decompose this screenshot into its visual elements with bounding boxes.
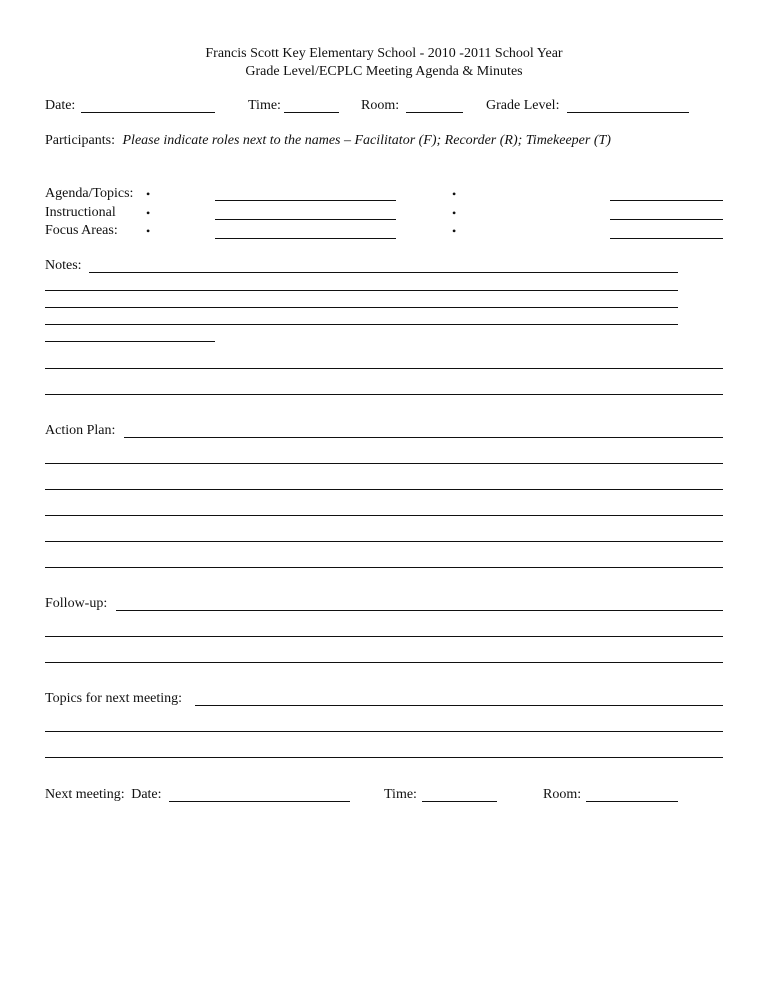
room-label: Room: [361, 98, 400, 113]
agenda-field-5[interactable] [610, 219, 723, 220]
next-meeting-time-field[interactable] [422, 801, 497, 802]
bullet-icon: • [452, 224, 457, 238]
next-topics-line[interactable] [45, 731, 723, 732]
action-plan-line[interactable] [45, 541, 723, 542]
date-field[interactable] [81, 112, 215, 113]
notes-line[interactable] [45, 290, 678, 291]
next-meeting-date-field[interactable] [169, 801, 350, 802]
action-plan-line[interactable] [45, 489, 723, 490]
action-plan-line[interactable] [45, 463, 723, 464]
notes-line[interactable] [45, 324, 678, 325]
notes-line[interactable] [45, 341, 215, 342]
action-plan-line[interactable] [124, 437, 723, 438]
grade-level-label: Grade Level: [486, 98, 560, 113]
form-subtitle: Grade Level/ECPLC Meeting Agenda & Minutes [245, 64, 523, 79]
agenda-field-1[interactable] [215, 200, 396, 201]
next-meeting-time-label: Time: [384, 787, 417, 802]
follow-up-line[interactable] [116, 610, 723, 611]
next-topics-line[interactable] [45, 757, 723, 758]
follow-up-label: Follow-up: [45, 596, 108, 611]
room-field[interactable] [406, 112, 463, 113]
participants-instructions: Please indicate roles next to the names – Facilitator (F); Recorder (R); Timekeeper (T) [122, 133, 611, 148]
action-plan-label: Action Plan: [45, 423, 116, 438]
grade-level-field[interactable] [567, 112, 689, 113]
time-label: Time: [248, 98, 281, 113]
agenda-field-6[interactable] [610, 238, 723, 239]
bullet-icon: • [146, 224, 151, 238]
action-plan-line[interactable] [45, 515, 723, 516]
notes-line[interactable] [45, 394, 723, 395]
date-label: Date: [45, 98, 76, 113]
agenda-field-3[interactable] [215, 238, 396, 239]
next-topics-label: Topics for next meeting: [45, 691, 183, 706]
participants-label: Participants: [45, 133, 115, 148]
focus-areas-label: Focus Areas: [45, 223, 118, 238]
time-field[interactable] [284, 112, 339, 113]
notes-label: Notes: [45, 258, 82, 273]
agenda-field-4[interactable] [610, 200, 723, 201]
agenda-topics-label: Agenda/Topics: [45, 186, 134, 201]
next-topics-line[interactable] [195, 705, 723, 706]
participants-row [45, 134, 611, 148]
bullet-icon: • [146, 187, 151, 201]
next-meeting-room-label: Room: [543, 787, 582, 802]
agenda-field-2[interactable] [215, 219, 396, 220]
bullet-icon: • [146, 206, 151, 220]
follow-up-line[interactable] [45, 662, 723, 663]
bullet-icon: • [452, 187, 457, 201]
instructional-label: Instructional [45, 205, 116, 220]
action-plan-line[interactable] [45, 567, 723, 568]
form-title: Francis Scott Key Elementary School - 2010 -2011 School Year [205, 46, 563, 61]
next-meeting-label: Next meeting: [45, 787, 125, 802]
next-meeting-date-label: Date: [131, 787, 162, 802]
bullet-icon: • [452, 206, 457, 220]
notes-line[interactable] [89, 272, 678, 273]
next-meeting-room-field[interactable] [586, 801, 678, 802]
follow-up-line[interactable] [45, 636, 723, 637]
next-meeting-row [45, 788, 162, 802]
notes-line[interactable] [45, 368, 723, 369]
notes-line[interactable] [45, 307, 678, 308]
